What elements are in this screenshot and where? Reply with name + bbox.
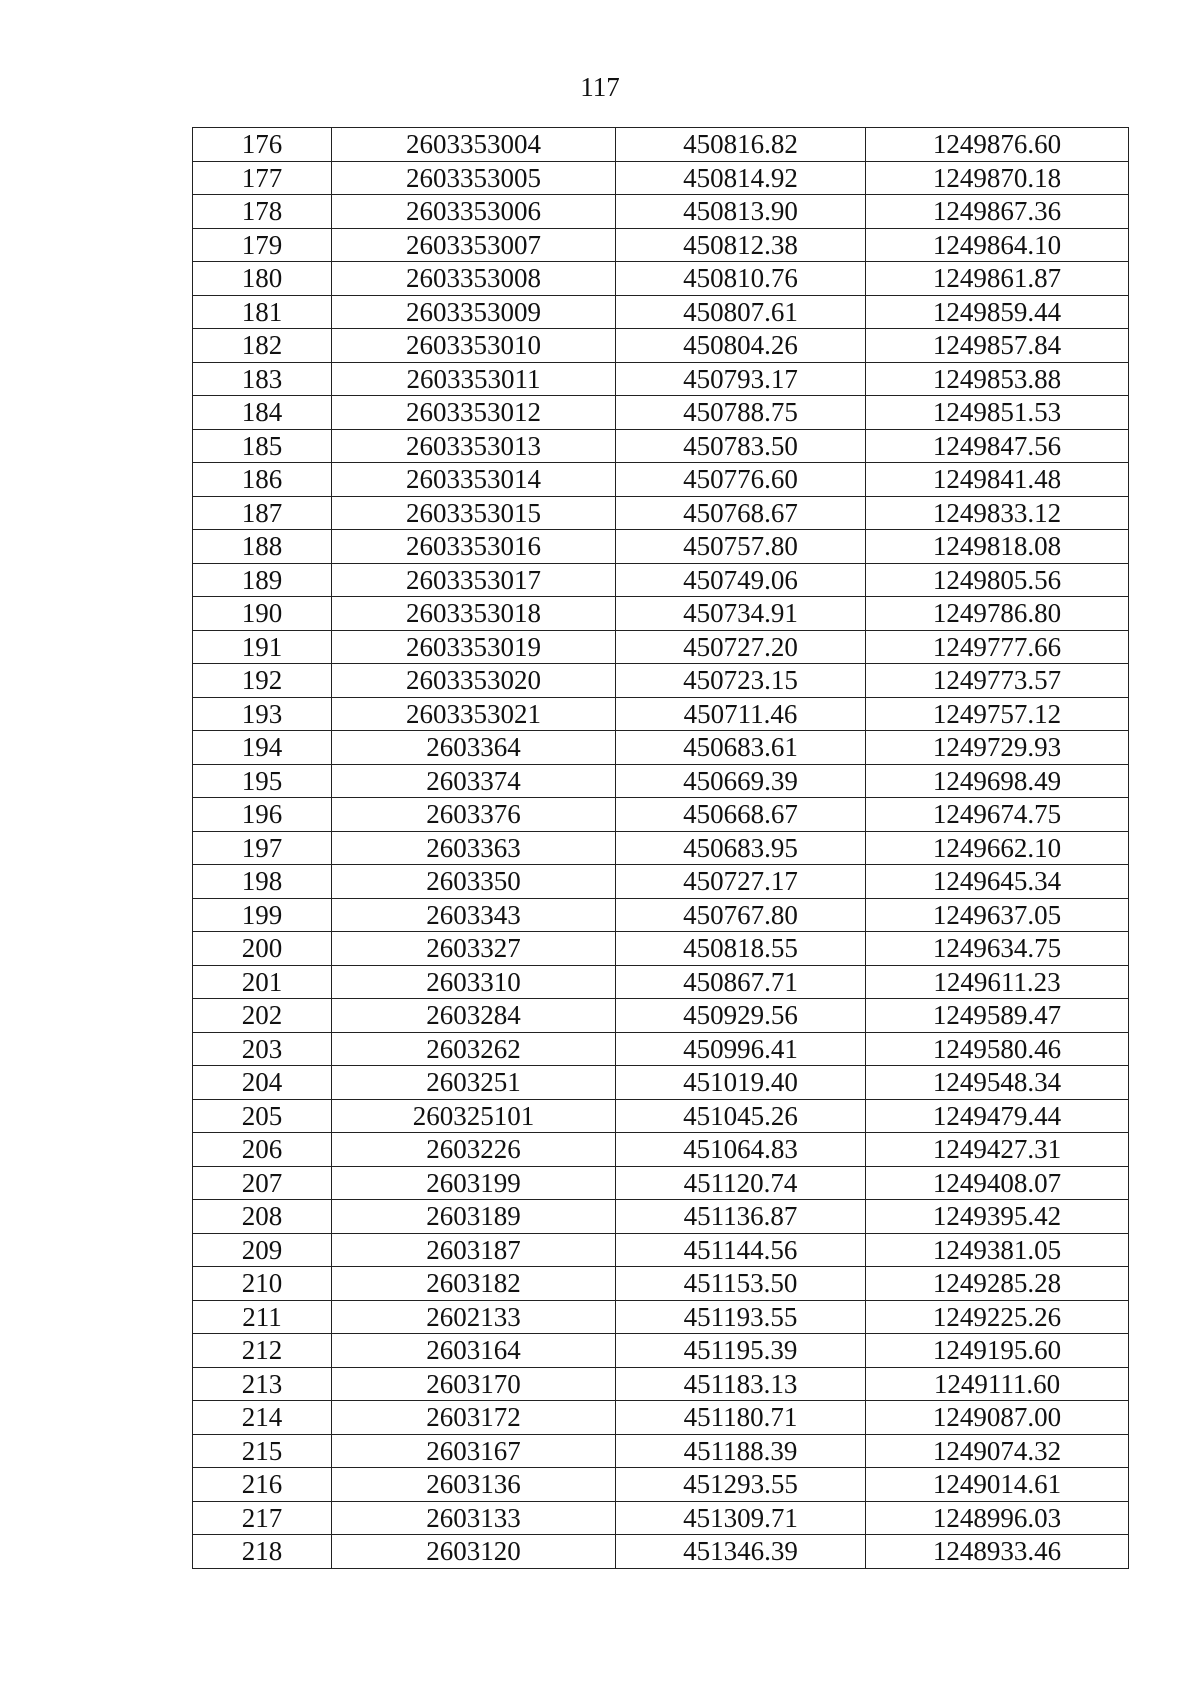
table-row bbox=[193, 1200, 1129, 1234]
point-id-cell: 2603353006 bbox=[332, 195, 616, 229]
y-coordinate-cell: 1249195.60 bbox=[866, 1334, 1129, 1368]
row-number-cell: 206 bbox=[193, 1133, 332, 1167]
y-coordinate-cell: 1249729.93 bbox=[866, 731, 1129, 765]
row-number-cell: 193 bbox=[193, 697, 332, 731]
x-coordinate-cell: 451144.56 bbox=[616, 1233, 866, 1267]
x-coordinate-cell: 450996.41 bbox=[616, 1032, 866, 1066]
x-coordinate-cell: 450793.17 bbox=[616, 362, 866, 396]
point-id-cell: 2603353011 bbox=[332, 362, 616, 396]
page-number: 117 bbox=[580, 72, 620, 102]
y-coordinate-cell: 1249870.18 bbox=[866, 161, 1129, 195]
y-coordinate-cell: 1249225.26 bbox=[866, 1300, 1129, 1334]
table-row bbox=[193, 496, 1129, 530]
x-coordinate-cell: 450818.55 bbox=[616, 932, 866, 966]
x-coordinate-cell: 451153.50 bbox=[616, 1267, 866, 1301]
row-number-cell: 205 bbox=[193, 1099, 332, 1133]
point-id-cell: 2603226 bbox=[332, 1133, 616, 1167]
table-row bbox=[193, 1334, 1129, 1368]
table-row bbox=[193, 128, 1129, 162]
table-row bbox=[193, 1434, 1129, 1468]
table-row bbox=[193, 965, 1129, 999]
x-coordinate-cell: 450669.39 bbox=[616, 764, 866, 798]
x-coordinate-cell: 450727.20 bbox=[616, 630, 866, 664]
y-coordinate-cell: 1249087.00 bbox=[866, 1401, 1129, 1435]
x-coordinate-cell: 451183.13 bbox=[616, 1367, 866, 1401]
point-id-cell: 2603136 bbox=[332, 1468, 616, 1502]
y-coordinate-cell: 1249859.44 bbox=[866, 295, 1129, 329]
row-number-cell: 187 bbox=[193, 496, 332, 530]
point-id-cell: 2603284 bbox=[332, 999, 616, 1033]
x-coordinate-cell: 451346.39 bbox=[616, 1535, 866, 1569]
row-number-cell: 215 bbox=[193, 1434, 332, 1468]
y-coordinate-cell: 1249864.10 bbox=[866, 228, 1129, 262]
row-number-cell: 197 bbox=[193, 831, 332, 865]
row-number-cell: 201 bbox=[193, 965, 332, 999]
table-row bbox=[193, 530, 1129, 564]
table-row bbox=[193, 1166, 1129, 1200]
y-coordinate-cell: 1249786.80 bbox=[866, 597, 1129, 631]
y-coordinate-cell: 1249285.28 bbox=[866, 1267, 1129, 1301]
table-row bbox=[193, 731, 1129, 765]
point-id-cell: 2603187 bbox=[332, 1233, 616, 1267]
row-number-cell: 177 bbox=[193, 161, 332, 195]
row-number-cell: 180 bbox=[193, 262, 332, 296]
table-row bbox=[193, 865, 1129, 899]
y-coordinate-cell: 1249580.46 bbox=[866, 1032, 1129, 1066]
row-number-cell: 192 bbox=[193, 664, 332, 698]
row-number-cell: 208 bbox=[193, 1200, 332, 1234]
y-coordinate-cell: 1249662.10 bbox=[866, 831, 1129, 865]
row-number-cell: 212 bbox=[193, 1334, 332, 1368]
row-number-cell: 198 bbox=[193, 865, 332, 899]
y-coordinate-cell: 1249479.44 bbox=[866, 1099, 1129, 1133]
x-coordinate-cell: 450929.56 bbox=[616, 999, 866, 1033]
point-id-cell: 2603353014 bbox=[332, 463, 616, 497]
y-coordinate-cell: 1249395.42 bbox=[866, 1200, 1129, 1234]
row-number-cell: 199 bbox=[193, 898, 332, 932]
point-id-cell: 2602133 bbox=[332, 1300, 616, 1334]
point-id-cell: 260325101 bbox=[332, 1099, 616, 1133]
row-number-cell: 179 bbox=[193, 228, 332, 262]
table-row bbox=[193, 1367, 1129, 1401]
table-row bbox=[193, 1267, 1129, 1301]
table-row bbox=[193, 1099, 1129, 1133]
point-id-cell: 2603133 bbox=[332, 1501, 616, 1535]
point-id-cell: 2603170 bbox=[332, 1367, 616, 1401]
x-coordinate-cell: 450783.50 bbox=[616, 429, 866, 463]
y-coordinate-cell: 1249111.60 bbox=[866, 1367, 1129, 1401]
row-number-cell: 200 bbox=[193, 932, 332, 966]
point-id-cell: 2603353013 bbox=[332, 429, 616, 463]
row-number-cell: 189 bbox=[193, 563, 332, 597]
point-id-cell: 2603350 bbox=[332, 865, 616, 899]
x-coordinate-cell: 450668.67 bbox=[616, 798, 866, 832]
table-row bbox=[193, 195, 1129, 229]
x-coordinate-cell: 450776.60 bbox=[616, 463, 866, 497]
table-row bbox=[193, 1300, 1129, 1334]
y-coordinate-cell: 1249867.36 bbox=[866, 195, 1129, 229]
x-coordinate-cell: 451309.71 bbox=[616, 1501, 866, 1535]
table-row bbox=[193, 262, 1129, 296]
point-id-cell: 2603199 bbox=[332, 1166, 616, 1200]
point-id-cell: 2603353021 bbox=[332, 697, 616, 731]
x-coordinate-cell: 450804.26 bbox=[616, 329, 866, 363]
x-coordinate-cell: 450723.15 bbox=[616, 664, 866, 698]
point-id-cell: 2603353017 bbox=[332, 563, 616, 597]
row-number-cell: 217 bbox=[193, 1501, 332, 1535]
table-row bbox=[193, 1066, 1129, 1100]
x-coordinate-cell: 451064.83 bbox=[616, 1133, 866, 1167]
row-number-cell: 207 bbox=[193, 1166, 332, 1200]
row-number-cell: 181 bbox=[193, 295, 332, 329]
table-row bbox=[193, 1032, 1129, 1066]
x-coordinate-cell: 450867.71 bbox=[616, 965, 866, 999]
x-coordinate-cell: 451120.74 bbox=[616, 1166, 866, 1200]
row-number-cell: 194 bbox=[193, 731, 332, 765]
point-id-cell: 2603189 bbox=[332, 1200, 616, 1234]
point-id-cell: 2603364 bbox=[332, 731, 616, 765]
x-coordinate-cell: 450711.46 bbox=[616, 697, 866, 731]
y-coordinate-cell: 1249014.61 bbox=[866, 1468, 1129, 1502]
x-coordinate-cell: 450788.75 bbox=[616, 396, 866, 430]
y-coordinate-cell: 1249853.88 bbox=[866, 362, 1129, 396]
point-id-cell: 2603363 bbox=[332, 831, 616, 865]
table-row bbox=[193, 463, 1129, 497]
point-id-cell: 2603353009 bbox=[332, 295, 616, 329]
point-id-cell: 2603262 bbox=[332, 1032, 616, 1066]
coordinates-table-body bbox=[193, 128, 1129, 1569]
point-id-cell: 2603182 bbox=[332, 1267, 616, 1301]
y-coordinate-cell: 1249674.75 bbox=[866, 798, 1129, 832]
row-number-cell: 203 bbox=[193, 1032, 332, 1066]
row-number-cell: 184 bbox=[193, 396, 332, 430]
x-coordinate-cell: 450813.90 bbox=[616, 195, 866, 229]
point-id-cell: 2603353008 bbox=[332, 262, 616, 296]
row-number-cell: 185 bbox=[193, 429, 332, 463]
x-coordinate-cell: 450807.61 bbox=[616, 295, 866, 329]
point-id-cell: 2603353010 bbox=[332, 329, 616, 363]
x-coordinate-cell: 450683.95 bbox=[616, 831, 866, 865]
y-coordinate-cell: 1249777.66 bbox=[866, 630, 1129, 664]
y-coordinate-cell: 1249645.34 bbox=[866, 865, 1129, 899]
table-row bbox=[193, 161, 1129, 195]
y-coordinate-cell: 1249634.75 bbox=[866, 932, 1129, 966]
table-row bbox=[193, 429, 1129, 463]
point-id-cell: 2603374 bbox=[332, 764, 616, 798]
y-coordinate-cell: 1249637.05 bbox=[866, 898, 1129, 932]
x-coordinate-cell: 450727.17 bbox=[616, 865, 866, 899]
y-coordinate-cell: 1249841.48 bbox=[866, 463, 1129, 497]
row-number-cell: 218 bbox=[193, 1535, 332, 1569]
point-id-cell: 2603327 bbox=[332, 932, 616, 966]
x-coordinate-cell: 451193.55 bbox=[616, 1300, 866, 1334]
x-coordinate-cell: 451195.39 bbox=[616, 1334, 866, 1368]
y-coordinate-cell: 1248996.03 bbox=[866, 1501, 1129, 1535]
x-coordinate-cell: 451136.87 bbox=[616, 1200, 866, 1234]
row-number-cell: 176 bbox=[193, 128, 332, 162]
point-id-cell: 2603353016 bbox=[332, 530, 616, 564]
point-id-cell: 2603343 bbox=[332, 898, 616, 932]
y-coordinate-cell: 1249851.53 bbox=[866, 396, 1129, 430]
y-coordinate-cell: 1249381.05 bbox=[866, 1233, 1129, 1267]
y-coordinate-cell: 1249805.56 bbox=[866, 563, 1129, 597]
point-id-cell: 2603353018 bbox=[332, 597, 616, 631]
table-row bbox=[193, 563, 1129, 597]
x-coordinate-cell: 450749.06 bbox=[616, 563, 866, 597]
row-number-cell: 195 bbox=[193, 764, 332, 798]
x-coordinate-cell: 450812.38 bbox=[616, 228, 866, 262]
y-coordinate-cell: 1249876.60 bbox=[866, 128, 1129, 162]
x-coordinate-cell: 450767.80 bbox=[616, 898, 866, 932]
row-number-cell: 190 bbox=[193, 597, 332, 631]
table-row bbox=[193, 697, 1129, 731]
point-id-cell: 2603353004 bbox=[332, 128, 616, 162]
table-row bbox=[193, 362, 1129, 396]
y-coordinate-cell: 1249847.56 bbox=[866, 429, 1129, 463]
row-number-cell: 216 bbox=[193, 1468, 332, 1502]
x-coordinate-cell: 450814.92 bbox=[616, 161, 866, 195]
point-id-cell: 2603251 bbox=[332, 1066, 616, 1100]
y-coordinate-cell: 1249074.32 bbox=[866, 1434, 1129, 1468]
x-coordinate-cell: 451180.71 bbox=[616, 1401, 866, 1435]
x-coordinate-cell: 451019.40 bbox=[616, 1066, 866, 1100]
point-id-cell: 2603353007 bbox=[332, 228, 616, 262]
y-coordinate-cell: 1248933.46 bbox=[866, 1535, 1129, 1569]
table-row bbox=[193, 1535, 1129, 1569]
x-coordinate-cell: 450683.61 bbox=[616, 731, 866, 765]
y-coordinate-cell: 1249589.47 bbox=[866, 999, 1129, 1033]
y-coordinate-cell: 1249818.08 bbox=[866, 530, 1129, 564]
table-row bbox=[193, 1133, 1129, 1167]
point-id-cell: 2603353015 bbox=[332, 496, 616, 530]
x-coordinate-cell: 451188.39 bbox=[616, 1434, 866, 1468]
row-number-cell: 202 bbox=[193, 999, 332, 1033]
point-id-cell: 2603353020 bbox=[332, 664, 616, 698]
y-coordinate-cell: 1249548.34 bbox=[866, 1066, 1129, 1100]
table-row bbox=[193, 1233, 1129, 1267]
table-row bbox=[193, 630, 1129, 664]
point-id-cell: 2603164 bbox=[332, 1334, 616, 1368]
table-row bbox=[193, 295, 1129, 329]
y-coordinate-cell: 1249698.49 bbox=[866, 764, 1129, 798]
row-number-cell: 214 bbox=[193, 1401, 332, 1435]
row-number-cell: 182 bbox=[193, 329, 332, 363]
point-id-cell: 2603353005 bbox=[332, 161, 616, 195]
row-number-cell: 196 bbox=[193, 798, 332, 832]
table-row bbox=[193, 228, 1129, 262]
table-row bbox=[193, 831, 1129, 865]
point-id-cell: 2603353012 bbox=[332, 396, 616, 430]
x-coordinate-cell: 451293.55 bbox=[616, 1468, 866, 1502]
y-coordinate-cell: 1249861.87 bbox=[866, 262, 1129, 296]
table-row bbox=[193, 1401, 1129, 1435]
row-number-cell: 191 bbox=[193, 630, 332, 664]
y-coordinate-cell: 1249773.57 bbox=[866, 664, 1129, 698]
table-row bbox=[193, 329, 1129, 363]
y-coordinate-cell: 1249757.12 bbox=[866, 697, 1129, 731]
point-id-cell: 2603120 bbox=[332, 1535, 616, 1569]
y-coordinate-cell: 1249427.31 bbox=[866, 1133, 1129, 1167]
y-coordinate-cell: 1249408.07 bbox=[866, 1166, 1129, 1200]
row-number-cell: 186 bbox=[193, 463, 332, 497]
x-coordinate-cell: 450757.80 bbox=[616, 530, 866, 564]
point-id-cell: 2603167 bbox=[332, 1434, 616, 1468]
row-number-cell: 211 bbox=[193, 1300, 332, 1334]
row-number-cell: 183 bbox=[193, 362, 332, 396]
coordinates-table bbox=[192, 127, 1129, 1569]
table-row bbox=[193, 597, 1129, 631]
point-id-cell: 2603376 bbox=[332, 798, 616, 832]
table-row bbox=[193, 396, 1129, 430]
point-id-cell: 2603172 bbox=[332, 1401, 616, 1435]
x-coordinate-cell: 450816.82 bbox=[616, 128, 866, 162]
x-coordinate-cell: 450810.76 bbox=[616, 262, 866, 296]
table-row bbox=[193, 1501, 1129, 1535]
row-number-cell: 213 bbox=[193, 1367, 332, 1401]
table-row bbox=[193, 932, 1129, 966]
y-coordinate-cell: 1249857.84 bbox=[866, 329, 1129, 363]
table-row bbox=[193, 1468, 1129, 1502]
table-row bbox=[193, 898, 1129, 932]
x-coordinate-cell: 451045.26 bbox=[616, 1099, 866, 1133]
table-row bbox=[193, 999, 1129, 1033]
table-row bbox=[193, 664, 1129, 698]
table-row bbox=[193, 798, 1129, 832]
x-coordinate-cell: 450734.91 bbox=[616, 597, 866, 631]
row-number-cell: 178 bbox=[193, 195, 332, 229]
x-coordinate-cell: 450768.67 bbox=[616, 496, 866, 530]
y-coordinate-cell: 1249833.12 bbox=[866, 496, 1129, 530]
y-coordinate-cell: 1249611.23 bbox=[866, 965, 1129, 999]
point-id-cell: 2603310 bbox=[332, 965, 616, 999]
row-number-cell: 210 bbox=[193, 1267, 332, 1301]
table-row bbox=[193, 764, 1129, 798]
row-number-cell: 209 bbox=[193, 1233, 332, 1267]
point-id-cell: 2603353019 bbox=[332, 630, 616, 664]
row-number-cell: 204 bbox=[193, 1066, 332, 1100]
row-number-cell: 188 bbox=[193, 530, 332, 564]
